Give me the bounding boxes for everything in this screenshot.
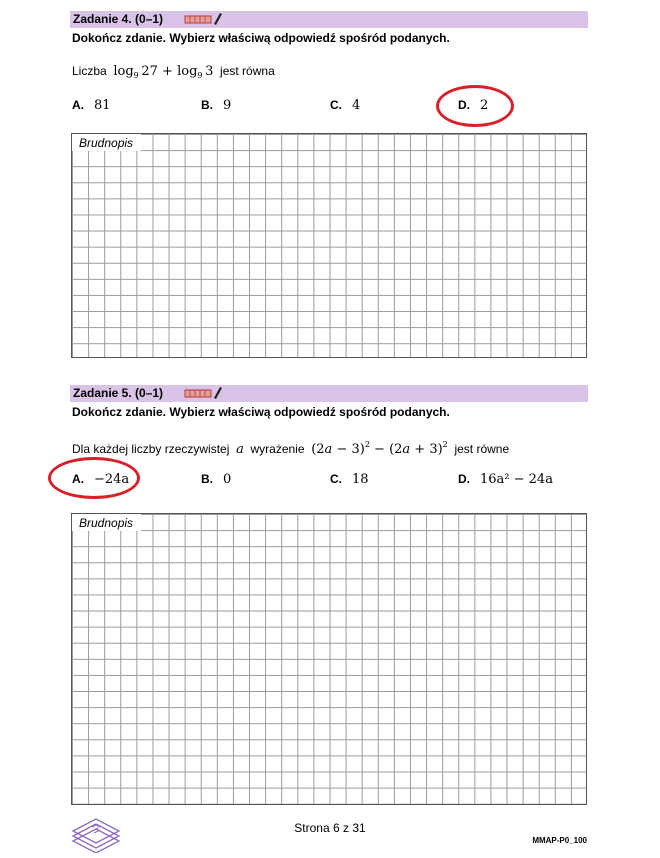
question-suffix: jest równe <box>454 442 510 456</box>
task-4-title: Zadanie 4. (0–1) <box>73 12 164 26</box>
task-5-question <box>72 440 509 457</box>
question-prefix: Liczba <box>72 64 107 78</box>
task-5-title: Zadanie 5. (0–1) <box>73 386 164 400</box>
task-4-option-b[interactable]: B. 9 <box>201 98 232 113</box>
task-4-option-a[interactable]: A. 81 <box>72 98 111 113</box>
task-4-question <box>72 64 275 80</box>
question-mid: wyrażenie <box>250 442 305 456</box>
task-4-answer-circle <box>436 85 514 127</box>
pencil-icon <box>184 12 222 26</box>
task-5-option-a[interactable]: A. −24a <box>72 472 130 487</box>
question-suffix: jest równa <box>220 64 275 78</box>
task-4-option-d[interactable]: D. 2 <box>458 98 489 113</box>
task-5-draft-grid[interactable] <box>71 513 587 805</box>
task-4-option-c[interactable]: C. 4 <box>330 98 361 113</box>
pencil-icon <box>184 386 222 400</box>
task-4-instruction: Dokończ zdanie. Wybierz właściwą odpowiedź spośród podanych. <box>72 31 450 45</box>
task-4-header <box>70 11 588 28</box>
document-code: MMAP-P0_100 <box>532 836 587 845</box>
task-5-option-d[interactable]: D. 16a² − 24a <box>458 472 553 487</box>
task-5-instruction: Dokończ zdanie. Wybierz właściwą odpowiedź spośród podanych. <box>72 405 450 419</box>
draft-label: Brudnopis <box>72 134 141 151</box>
task-5-option-b[interactable]: B. 0 <box>201 472 232 487</box>
math-expression: $(2a - 3)^2 - (2a + 3)^2$ <box>311 440 448 457</box>
question-prefix: Dla każdej liczby rzeczywistej <box>72 442 230 456</box>
page-number: Strona 6 z 31 <box>294 821 366 835</box>
task-5-answer-circle <box>48 457 140 499</box>
math-expression: $\log_9 27 + \log_9 3$ <box>113 64 214 80</box>
task-4-draft-grid[interactable] <box>71 133 587 358</box>
task-5-option-c[interactable]: C. 18 <box>330 472 369 487</box>
task-5-header <box>70 385 588 402</box>
draft-label: Brudnopis <box>72 514 141 531</box>
math-variable: a <box>236 442 244 457</box>
